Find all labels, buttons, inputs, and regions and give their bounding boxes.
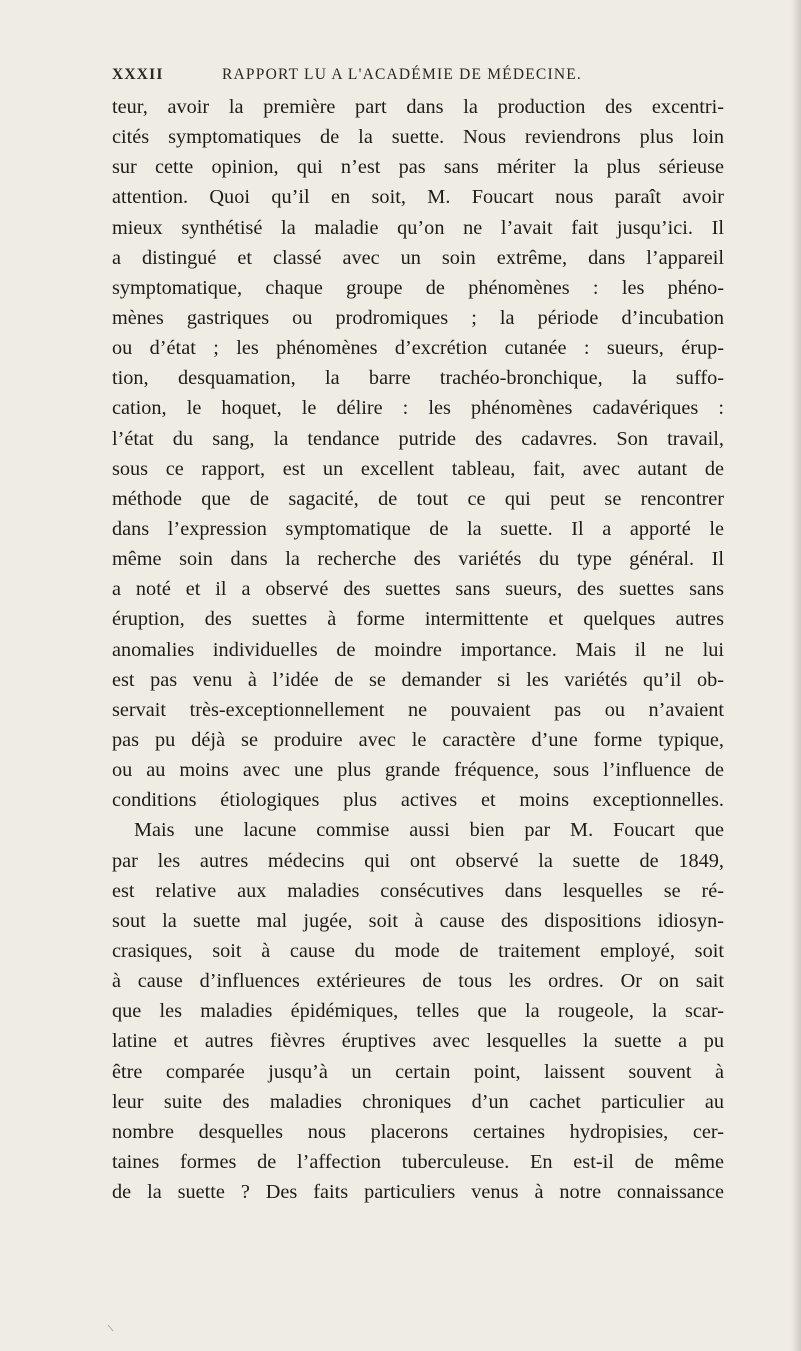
text-line: sous ce rapport, est un excellent tableau, fait, avec autant de	[112, 457, 724, 480]
text-line: est pas venu à l’idée de se demander si les variétés qu’il ob-	[112, 668, 724, 691]
text-line: pas pu déjà se produire avec le caractère d’une forme typique,	[112, 728, 724, 751]
text-line: a distingué et classé avec un soin extrême, dans l’appareil	[112, 246, 724, 269]
text-line: sur cette opinion, qui n’est pas sans mériter la plus sérieuse	[112, 156, 724, 179]
body-text	[112, 92, 724, 1207]
text-line: sout la suette mal jugée, soit à cause des dispositions idiosyn-	[112, 909, 724, 932]
text-line: par les autres médecins qui ont observé la suette de 1849,	[112, 849, 724, 872]
text-line: cités symptomatiques de la suette. Nous reviendrons plus loin	[112, 126, 724, 149]
text-line: à cause d’influences extérieures de tous les ordres. Or on sait	[112, 970, 724, 993]
text-line: teur, avoir la première part dans la production des excentri-	[112, 96, 724, 118]
text-line: méthode que de sagacité, de tout ce qui peut se rencontrer	[112, 487, 724, 510]
text-line: que les maladies épidémiques, telles que la rougeole, la scar-	[112, 1000, 724, 1023]
text-line: est relative aux maladies consécutives dans lesquelles se ré-	[112, 879, 724, 902]
text-line: dans l’expression symptomatique de la suette. Il a apporté le	[112, 517, 724, 540]
text-line: nombre desquelles nous placerons certaines hydropisies, cer-	[112, 1120, 724, 1143]
text-line: servait très-exceptionnellement ne pouvaient pas ou n’avaient	[112, 698, 724, 721]
text-line: symptomatique, chaque groupe de phénomènes : les phéno-	[112, 276, 724, 299]
text-line: l’état du sang, la tendance putride des cadavres. Son travail,	[112, 427, 724, 450]
text-line: latine et autres fièvres éruptives avec lesquelles la suette a pu	[112, 1030, 724, 1053]
text-line: mènes gastriques ou prodromiques ; la période d’incubation	[112, 306, 724, 329]
text-line: taines formes de l’affection tuberculeuse. En est-il de même	[112, 1150, 724, 1173]
running-title: RAPPORT LU A L'ACADÉMIE DE MÉDECINE.	[222, 66, 582, 83]
page-number: XXXII	[112, 66, 164, 83]
text-line: de la suette ? Des faits particuliers venus à notre connaissance	[112, 1181, 724, 1204]
text-line: anomalies individuelles de moindre importance. Mais il ne lui	[112, 638, 724, 661]
text-line: cation, le hoquet, le délire : les phénomènes cadavériques :	[112, 397, 724, 420]
text-line-paragraph-start: Mais une lacune commise aussi bien par M. Foucart que	[134, 819, 724, 842]
page-edge-shadow	[791, 0, 801, 1351]
text-line: tion, desquamation, la barre trachéo-bronchique, la suffo-	[112, 367, 724, 390]
text-line: crasiques, soit à cause du mode de traitement employé, soit	[112, 939, 724, 962]
text-line: éruption, des suettes à forme intermittente et quelques autres	[112, 608, 724, 631]
text-line: mieux synthétisé la maladie qu’on ne l’avait fait jusqu’ici. Il	[112, 216, 724, 239]
text-line: être comparée jusqu’à un certain point, laissent souvent à	[112, 1060, 724, 1083]
text-line: ou d’état ; les phénomènes d’excrétion cutanée : sueurs, érup-	[112, 337, 724, 360]
text-line: leur suite des maladies chroniques d’un cachet particulier au	[112, 1090, 724, 1113]
text-line: conditions étiologiques plus actives et moins exceptionnelles.	[112, 789, 724, 812]
running-head	[112, 66, 712, 86]
text-line: attention. Quoi qu’il en soit, M. Foucart nous paraît avoir	[112, 186, 724, 209]
text-line: ou au moins avec une plus grande fréquence, sous l’influence de	[112, 759, 724, 782]
text-line: même soin dans la recherche des variétés du type général. Il	[112, 548, 724, 571]
text-line: a noté et il a observé des suettes sans sueurs, des suettes sans	[112, 578, 724, 601]
scan-mark	[107, 1325, 123, 1331]
